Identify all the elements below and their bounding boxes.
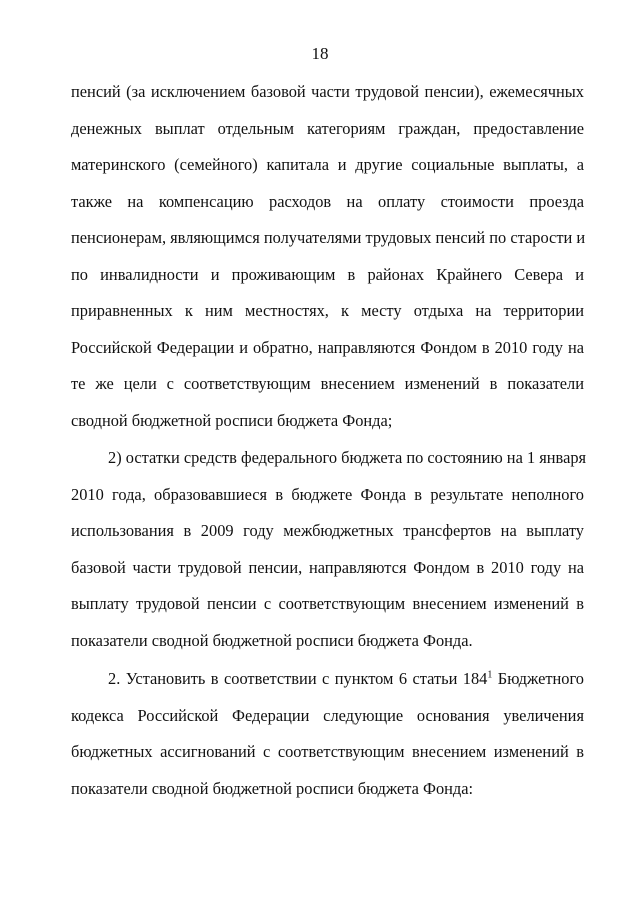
text-line: 2) остатки средств федерального бюджета по состоянию на 1 января [108,448,587,467]
text-line: показатели сводной бюджетной росписи бюджета Фонда: [71,778,474,798]
text-line: 2010 года, образовавшиеся в бюджете Фонда в результате неполного [71,484,584,504]
text-fragment: Бюджетного [492,669,584,688]
paragraph-pension-payments [71,74,584,439]
page-number: 18 [311,44,329,63]
paragraph-federal-budget-remainders [71,440,587,659]
text-line: бюджетных ассигнований с соответствующим внесением изменений в [71,742,584,761]
text-fragment: 2. Установить в соответствии с пунктом 6 статьи 184 [108,669,488,688]
text-line: те же цели с соответствующим внесением изменений в показатели [71,374,584,393]
superscript-index: 1 [487,669,493,681]
text-line: выплату трудовой пенсии с соответствующим внесением изменений в [71,594,584,613]
text-line: сводной бюджетной росписи бюджета Фонда; [71,410,393,430]
text-line: по инвалидности и проживающим в районах Крайнего Севера и [71,264,584,284]
text-line: также на компенсацию расходов на оплату стоимости проезда [71,191,584,211]
text-line-with-superscript [71,661,584,698]
paragraph-budget-increase-grounds [71,661,584,807]
text-line: приравненных к ним местностях, к месту отдыха на территории [71,301,584,320]
text-line: показатели сводной бюджетной росписи бюджета Фонда. [71,630,473,650]
text-line: денежных выплат отдельным категориям граждан, предоставление [71,118,584,138]
text-line: базовой части трудовой пенсии, направляются Фондом в 2010 году на [71,557,584,577]
text-line: использования в 2009 году межбюджетных трансфертов на выплату [71,521,584,540]
text-line: материнского (семейного) капитала и другие социальные выплаты, а [71,155,584,174]
text-line: пенсионерам, являющимся получателями трудовых пенсий по старости и [71,228,586,247]
text-line: Российской Федерации и обратно, направляются Фондом в 2010 году на [71,337,584,357]
text-line: пенсий (за исключением базовой части трудовой пенсии), ежемесячных [71,82,584,101]
text-line: кодекса Российской Федерации следующие основания увеличения [71,705,584,725]
